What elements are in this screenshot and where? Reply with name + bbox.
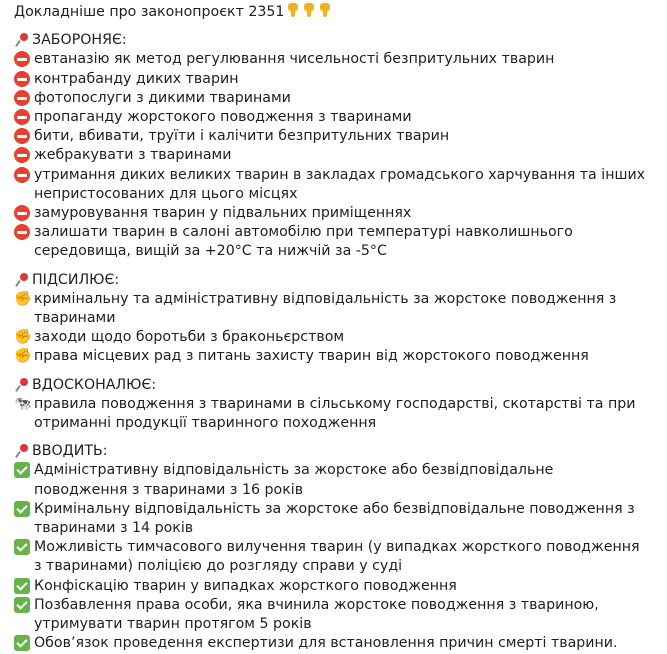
list-item — [14, 223, 650, 261]
spacer — [14, 22, 650, 31]
spacer — [14, 367, 650, 376]
section-heading: ВДОСКОНАЛЮЄ: — [32, 376, 157, 393]
section-heading-improves — [14, 376, 650, 395]
list-item — [14, 290, 650, 328]
list-item-text: Адміністративну відповідальність за жорстоке або безвідповідальне поводження з тваринами з 16 років — [34, 462, 554, 498]
pushpin-icon — [14, 377, 28, 393]
list-item-text: утримання диких великих тварин в закладах громадського харчування та інших непристосованих для цього місцях — [34, 166, 646, 202]
list-item-text: кримінальну та адміністративну відповідальність за жорстоке поводження з тваринами — [34, 290, 617, 327]
list-item-text: Кримінальну відповідальність за жорстоке або безвідповідальне поводження з тваринами з 14 років — [34, 500, 635, 537]
list-item — [14, 634, 650, 653]
no-entry-icon — [14, 205, 30, 221]
fist-icon: ✊ — [14, 348, 32, 365]
list-item-text: Позбавлення права особи, яка вчинила жорстоке поводження з твариною, утримувати тварин протягом 5 років — [34, 596, 599, 633]
pushpin-icon — [14, 443, 28, 459]
list-item — [14, 328, 650, 347]
no-entry-icon — [14, 109, 30, 125]
post-title: Докладніше про законопроєкт 2351 — [14, 4, 285, 20]
list-item — [14, 146, 650, 165]
fist-icon: ✊ — [14, 329, 32, 346]
list-item-text: права місцевих рад з питань захисту тварин від жорстокого поводження — [34, 348, 589, 365]
list-item-text: Можливість тимчасового вилучення тварин (у випадках жорсткого поводження з тваринами) поліцією до розгляду справи у суді — [34, 539, 640, 575]
list-item-text: жебракувати з тваринами — [34, 147, 232, 164]
check-mark-icon — [14, 539, 30, 555]
list-item — [14, 596, 650, 634]
list-item — [14, 395, 650, 433]
point-down-icon — [302, 2, 316, 18]
check-mark-icon — [14, 578, 30, 594]
no-entry-icon — [14, 51, 30, 67]
pushpin-icon — [14, 32, 28, 48]
section-heading: ПІДСИЛЮЄ: — [32, 271, 120, 288]
list-item — [14, 127, 650, 146]
list-item-text: заходи щодо боротьби з браконьєрством — [34, 329, 345, 346]
check-mark-icon — [14, 635, 30, 651]
cow-icon: 🐄 — [14, 395, 32, 412]
post-title-line — [14, 2, 650, 22]
point-down-icon — [318, 2, 332, 18]
list-item-text: контрабанду диких тварин — [34, 70, 239, 87]
list-item-text: бити, вбивати, труїти і калічити безпритульних тварин — [34, 128, 450, 145]
list-item-text: замуровування тварин у підвальних приміщеннях — [34, 205, 412, 222]
no-entry-icon — [14, 167, 30, 183]
point-down-icon — [286, 2, 300, 18]
list-item-text: фотопослуги з дикими тваринами — [34, 89, 291, 106]
section-heading: ВВОДИТЬ: — [32, 443, 108, 460]
no-entry-icon — [14, 147, 30, 163]
list-item-text: залишати тварин в салоні автомобілю при температурі навколишнього середовища, вищій за +20°С та нижчій за -5°С — [34, 224, 573, 260]
section-heading-bans — [14, 31, 650, 50]
no-entry-icon — [14, 71, 30, 87]
list-item-text: евтаназію як метод регулювання чисельності безпритульних тварин — [34, 51, 555, 68]
list-item — [14, 577, 650, 596]
list-item-text: правила поводження з тваринами в сільському господарстві, скотарстві та при отриманні продукції тваринного походження — [34, 395, 636, 432]
section-heading: ЗАБОРОНЯЄ: — [32, 32, 127, 49]
spacer — [14, 262, 650, 271]
list-item-text: Конфіскацію тварин у випадках жорсткого поводження — [34, 577, 457, 594]
fist-icon: ✊ — [14, 290, 32, 307]
list-item — [14, 461, 650, 499]
list-item — [14, 70, 650, 89]
list-item-text: Обов’язок проведення експертизи для встановлення причин смерті тварини. — [34, 635, 618, 652]
check-mark-icon — [14, 597, 30, 613]
section-heading-introduces — [14, 442, 650, 461]
list-item — [14, 347, 650, 366]
list-item — [14, 108, 650, 127]
list-item — [14, 89, 650, 108]
list-item — [14, 50, 650, 69]
list-item — [14, 500, 650, 538]
spacer — [14, 433, 650, 442]
list-item — [14, 538, 650, 576]
check-mark-icon — [14, 501, 30, 517]
list-item — [14, 204, 650, 223]
check-mark-icon — [14, 462, 30, 478]
list-item-text: пропаганду жорстокого поводження з тваринами — [34, 109, 412, 126]
no-entry-icon — [14, 128, 30, 144]
no-entry-icon — [14, 90, 30, 106]
pushpin-icon — [14, 272, 28, 288]
no-entry-icon — [14, 224, 30, 240]
section-heading-strengthens — [14, 271, 650, 290]
list-item — [14, 166, 650, 204]
